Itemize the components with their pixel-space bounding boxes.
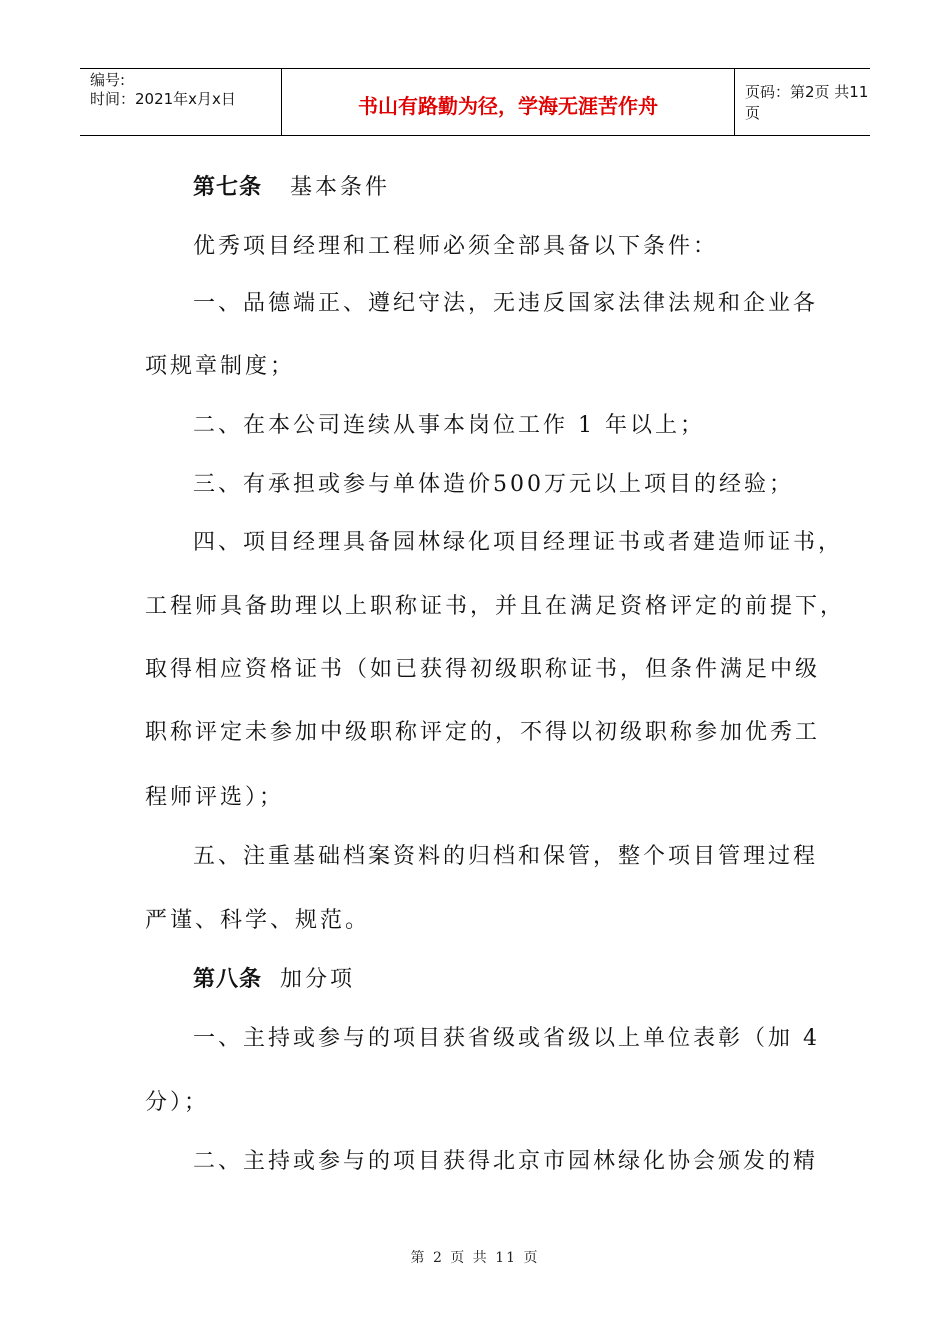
- document-time-label: 时间：2021年x月x日: [90, 90, 236, 108]
- condition-4-line-4: 职称评定未参加中级职称评定的，不得以初级职称参加优秀工: [145, 720, 821, 745]
- condition-4-line-3: 取得相应资格证书（如已获得初级职称证书，但条件满足中级: [145, 657, 821, 682]
- document-number-label: 编号:: [90, 71, 126, 89]
- article-8-title: 加分项: [280, 967, 356, 992]
- condition-5-line-1: 五、注重基础档案资料的归档和保管，整个项目管理过程: [193, 844, 819, 869]
- bonus-1-line-1: 一、主持或参与的项目获省级或省级以上单位表彰（加 4: [193, 1026, 820, 1051]
- article-7-intro: 优秀项目经理和工程师必须全部具备以下条件：: [193, 234, 719, 259]
- header-meta-cell: [80, 69, 282, 135]
- article-7-heading: [193, 170, 390, 201]
- header-page-label: 页码：第2页 共11页: [745, 83, 869, 122]
- condition-4-line-2: 工程师具备助理以上职称证书，并且在满足资格评定的前提下，: [145, 594, 846, 619]
- article-7-label: 第七条: [193, 175, 263, 200]
- condition-1-line-2: 项规章制度；: [145, 354, 296, 379]
- article-7-title: 基本条件: [290, 175, 391, 200]
- bonus-2-line-1: 二、主持或参与的项目获得北京市园林绿化协会颁发的精: [193, 1149, 819, 1174]
- header-motto: 书山有路勤为径，学海无涯苦作舟: [358, 93, 658, 118]
- article-8-label: 第八条: [193, 967, 263, 992]
- document-header: [80, 68, 870, 136]
- condition-3: 三、有承担或参与单体造价500万元以上项目的经验；: [193, 472, 794, 497]
- condition-2: 二、在本公司连续从事本岗位工作 1 年以上；: [193, 413, 705, 438]
- header-motto-cell: [282, 69, 735, 135]
- bonus-1-line-2: 分）；: [145, 1090, 210, 1115]
- header-page-cell: [735, 69, 870, 135]
- page-footer: 第 2 页 共 11 页: [410, 1250, 540, 1266]
- condition-1-line-1: 一、品德端正、遵纪守法，无违反国家法律法规和企业各: [193, 291, 819, 316]
- article-8-heading: [193, 962, 355, 993]
- condition-4-line-5: 程师评选）；: [145, 785, 285, 810]
- condition-5-line-2: 严谨、科学、规范。: [145, 908, 371, 933]
- condition-4-line-1: 四、项目经理具备园林绿化项目经理证书或者建造师证书，: [193, 530, 844, 555]
